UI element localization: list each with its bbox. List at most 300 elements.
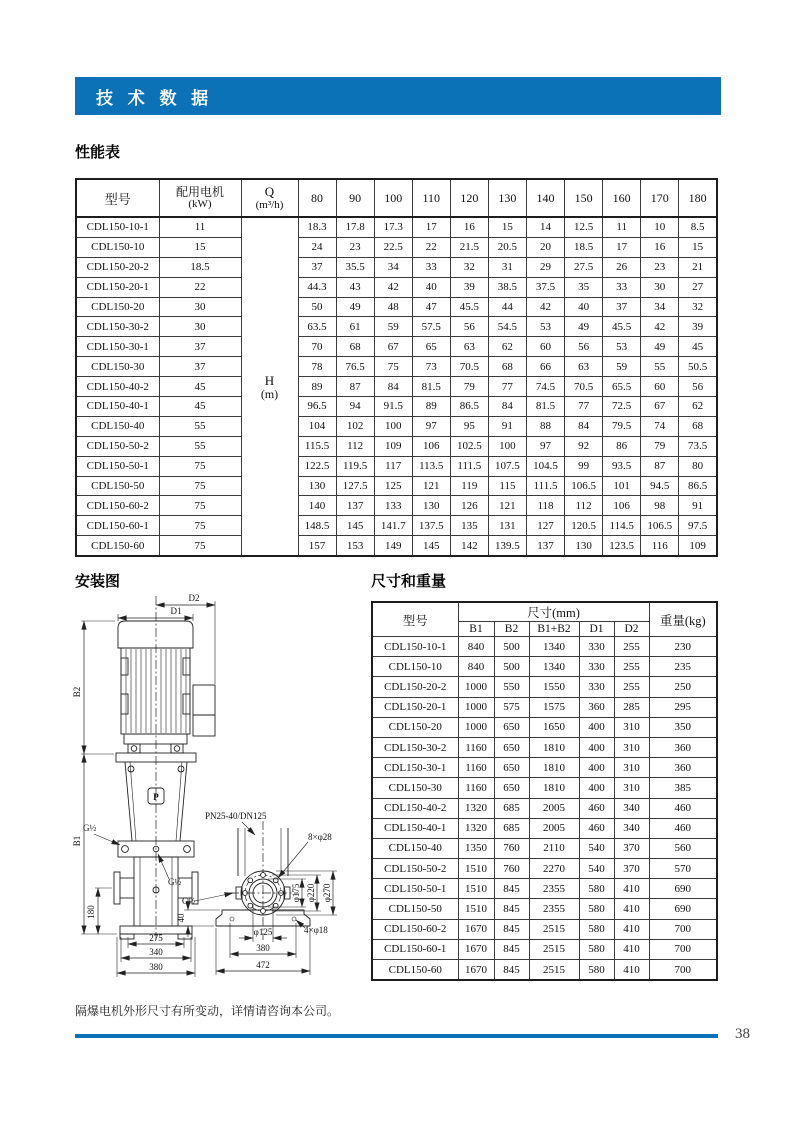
head-value-cell: 120.5: [565, 516, 603, 536]
head-value-cell: 84: [488, 397, 526, 417]
model-cell: CDL150-50-2: [76, 436, 159, 456]
b1-plus-b2-cell: 2110: [529, 838, 579, 858]
weight-cell: 460: [649, 798, 717, 818]
model-cell: CDL150-40: [372, 838, 458, 858]
dim-label-d2: D2: [188, 593, 200, 603]
performance-row: [76, 297, 717, 317]
b1-plus-b2-cell: 2515: [529, 919, 579, 939]
weight-cell: 690: [649, 879, 717, 899]
d2-cell: 310: [614, 758, 649, 778]
performance-row: [76, 377, 717, 397]
d2-cell: 310: [614, 737, 649, 757]
dimension-row: [372, 838, 717, 858]
model-cell: CDL150-20: [76, 297, 159, 317]
dim-label-380-right: 380: [256, 943, 270, 953]
model-cell: CDL150-60: [76, 536, 159, 556]
head-value-cell: 81.5: [526, 397, 564, 417]
page-number: 38: [735, 1026, 750, 1042]
head-value-cell: 78: [298, 357, 336, 377]
head-value-cell: 100: [374, 416, 412, 436]
model-cell: CDL150-50-1: [76, 456, 159, 476]
head-value-cell: 26: [603, 257, 641, 277]
head-value-cell: 21.5: [450, 237, 488, 257]
footer-rule: [75, 1034, 718, 1038]
d1-cell: 400: [579, 778, 614, 798]
performance-row: [76, 337, 717, 357]
weight-cell: 235: [649, 657, 717, 677]
head-value-cell: 93.5: [603, 456, 641, 476]
head-value-cell: 130: [298, 476, 336, 496]
head-value-cell: 57.5: [412, 317, 450, 337]
head-value-cell: 39: [450, 277, 488, 297]
head-value-cell: 119: [450, 476, 488, 496]
head-value-cell: 59: [603, 357, 641, 377]
motor-power-cell: 75: [159, 456, 241, 476]
performance-row: [76, 317, 717, 337]
weight-cell: 700: [649, 960, 717, 981]
head-value-cell: 95: [450, 416, 488, 436]
head-value-cell: 16: [641, 237, 679, 257]
head-value-cell: 70.5: [565, 377, 603, 397]
b2-cell: 575: [494, 697, 529, 717]
dim-label-180: 180: [86, 905, 96, 919]
head-value-cell: 30: [641, 277, 679, 297]
d1-cell: 400: [579, 758, 614, 778]
dimension-row: [372, 657, 717, 677]
b1-cell: 1320: [458, 798, 494, 818]
head-value-cell: 14: [526, 217, 564, 237]
weight-cell: 570: [649, 859, 717, 879]
head-value-cell: 70: [298, 337, 336, 357]
d2-cell: 410: [614, 919, 649, 939]
head-value-cell: 23: [641, 257, 679, 277]
head-value-cell: 86: [603, 436, 641, 456]
performance-row: [76, 217, 717, 237]
head-value-cell: 88: [526, 416, 564, 436]
weight-cell: 560: [649, 838, 717, 858]
b1-cell: 1320: [458, 818, 494, 838]
head-value-cell: 96.5: [298, 397, 336, 417]
dim-label-d1: D1: [170, 606, 182, 616]
head-value-cell: 125: [374, 476, 412, 496]
d1-cell: 400: [579, 717, 614, 737]
col-header-d2: D2: [614, 622, 649, 637]
performance-row: [76, 476, 717, 496]
head-value-cell: 68: [336, 337, 374, 357]
head-value-cell: 145: [412, 536, 450, 556]
head-value-cell: 33: [412, 257, 450, 277]
head-value-cell: 22: [412, 237, 450, 257]
head-value-cell: 32: [679, 297, 717, 317]
head-value-cell: 137: [526, 536, 564, 556]
performance-row: [76, 357, 717, 377]
col-header-flow-120: 120: [450, 179, 488, 217]
dimension-row: [372, 778, 717, 798]
head-value-cell: 89: [412, 397, 450, 417]
b2-cell: 845: [494, 919, 529, 939]
b2-cell: 650: [494, 737, 529, 757]
motor-power-cell: 30: [159, 317, 241, 337]
head-value-cell: 53: [603, 337, 641, 357]
head-value-cell: 135: [450, 516, 488, 536]
head-value-cell: 127: [526, 516, 564, 536]
head-value-cell: 18.5: [565, 237, 603, 257]
head-value-cell: 56: [565, 337, 603, 357]
b1-cell: 840: [458, 657, 494, 677]
head-value-cell: 20.5: [488, 237, 526, 257]
model-cell: CDL150-20-1: [372, 697, 458, 717]
head-value-cell: 101: [603, 476, 641, 496]
d1-cell: 580: [579, 960, 614, 981]
head-value-cell: 121: [412, 476, 450, 496]
head-value-cell: 15: [679, 237, 717, 257]
performance-table: [75, 178, 718, 557]
col-header-flow-80: 80: [298, 179, 336, 217]
model-cell: CDL150-50-1: [372, 879, 458, 899]
dimensions-table: [371, 601, 718, 981]
head-value-cell: 45.5: [603, 317, 641, 337]
head-value-cell: 31: [488, 257, 526, 277]
b1-plus-b2-cell: 1810: [529, 758, 579, 778]
head-value-cell: 106: [603, 496, 641, 516]
motor-power-cell: 15: [159, 237, 241, 257]
motor-power-cell: 75: [159, 476, 241, 496]
b1-cell: 1000: [458, 677, 494, 697]
head-value-cell: 60: [641, 377, 679, 397]
head-unit-symbol: H: [264, 373, 275, 389]
d2-cell: 340: [614, 798, 649, 818]
head-value-cell: 22.5: [374, 237, 412, 257]
head-value-cell: 117: [374, 456, 412, 476]
head-value-cell: 84: [565, 416, 603, 436]
head-value-cell: 48: [374, 297, 412, 317]
head-value-cell: 49: [565, 317, 603, 337]
d2-cell: 255: [614, 637, 649, 657]
b2-cell: 550: [494, 677, 529, 697]
head-value-cell: 70.5: [450, 357, 488, 377]
motor-power-cell: 75: [159, 496, 241, 516]
col-header-flow-180: 180: [679, 179, 717, 217]
col-header-motor: 配用电机 (kW): [159, 179, 241, 217]
head-value-cell: 17: [412, 217, 450, 237]
head-value-cell: 149: [374, 536, 412, 556]
head-value-cell: 91: [488, 416, 526, 436]
motor-power-cell: 45: [159, 377, 241, 397]
performance-row: [76, 237, 717, 257]
head-value-cell: 39: [679, 317, 717, 337]
head-value-cell: 63: [450, 337, 488, 357]
head-value-cell: 20: [526, 237, 564, 257]
dimension-row: [372, 939, 717, 959]
dimension-row: [372, 798, 717, 818]
col-header-weight: 重量(kg): [649, 602, 717, 637]
head-value-cell: 112: [565, 496, 603, 516]
dim-label-40: 40: [176, 913, 186, 923]
b1-plus-b2-cell: 1575: [529, 697, 579, 717]
weight-cell: 230: [649, 637, 717, 657]
head-value-cell: 68: [679, 416, 717, 436]
d1-cell: 360: [579, 697, 614, 717]
model-cell: CDL150-50: [76, 476, 159, 496]
head-value-cell: 97: [526, 436, 564, 456]
b1-cell: 1670: [458, 919, 494, 939]
head-value-cell: 67: [374, 337, 412, 357]
dimension-row: [372, 717, 717, 737]
d2-cell: 410: [614, 899, 649, 919]
head-value-cell: 63: [565, 357, 603, 377]
weight-cell: 700: [649, 919, 717, 939]
model-cell: CDL150-40-2: [76, 377, 159, 397]
head-value-cell: 45: [679, 337, 717, 357]
motor-power-cell: 30: [159, 297, 241, 317]
head-value-cell: 47: [412, 297, 450, 317]
head-value-cell: 131: [488, 516, 526, 536]
dimension-row: [372, 899, 717, 919]
head-value-cell: 140: [298, 496, 336, 516]
head-value-cell: 62: [488, 337, 526, 357]
performance-row: [76, 436, 717, 456]
head-value-cell: 109: [679, 536, 717, 556]
b1-cell: 1670: [458, 939, 494, 959]
d1-cell: 580: [579, 939, 614, 959]
b1-cell: 1670: [458, 960, 494, 981]
head-value-cell: 94.5: [641, 476, 679, 496]
col-header-flow-150: 150: [565, 179, 603, 217]
d1-cell: 540: [579, 838, 614, 858]
head-value-cell: 77: [488, 377, 526, 397]
b1-plus-b2-cell: 2515: [529, 939, 579, 959]
b2-cell: 685: [494, 818, 529, 838]
head-value-cell: 126: [450, 496, 488, 516]
head-value-cell: 79.5: [603, 416, 641, 436]
head-value-cell: 94: [336, 397, 374, 417]
head-value-cell: 97.5: [679, 516, 717, 536]
weight-cell: 385: [649, 778, 717, 798]
head-value-cell: 43: [336, 277, 374, 297]
head-value-cell: 89: [298, 377, 336, 397]
head-value-cell: 37.5: [526, 277, 564, 297]
b1-plus-b2-cell: 2270: [529, 859, 579, 879]
b1-plus-b2-cell: 2515: [529, 960, 579, 981]
head-value-cell: 130: [565, 536, 603, 556]
dim-label-275: 275: [149, 933, 163, 943]
performance-row: [76, 496, 717, 516]
model-cell: CDL150-30-1: [76, 337, 159, 357]
head-value-cell: 118: [526, 496, 564, 516]
head-value-cell: 127.5: [336, 476, 374, 496]
head-value-cell: 38.5: [488, 277, 526, 297]
performance-row: [76, 456, 717, 476]
head-value-cell: 114.5: [603, 516, 641, 536]
head-value-cell: 33: [603, 277, 641, 297]
col-header-b1b2: B1+B2: [529, 622, 579, 637]
performance-row: [76, 397, 717, 417]
head-value-cell: 24: [298, 237, 336, 257]
weight-cell: 250: [649, 677, 717, 697]
motor-power-cell: 55: [159, 436, 241, 456]
dimension-row: [372, 960, 717, 981]
head-unit-cell: [241, 217, 298, 556]
head-value-cell: 122.5: [298, 456, 336, 476]
d1-cell: 540: [579, 859, 614, 879]
model-cell: CDL150-40-1: [372, 818, 458, 838]
d1-cell: 330: [579, 657, 614, 677]
head-value-cell: 40: [565, 297, 603, 317]
dim-label-380-left: 380: [149, 962, 163, 972]
model-cell: CDL150-60-2: [76, 496, 159, 516]
dimension-row: [372, 758, 717, 778]
model-cell: CDL150-10-1: [372, 637, 458, 657]
d2-cell: 310: [614, 778, 649, 798]
dim-label-phi220: φ220: [306, 883, 316, 903]
plug-label-g-half-1: G½: [83, 823, 97, 833]
model-cell: CDL150-10: [372, 657, 458, 677]
head-value-cell: 102.5: [450, 436, 488, 456]
head-value-cell: 17.3: [374, 217, 412, 237]
head-value-cell: 40: [412, 277, 450, 297]
head-value-cell: 112: [336, 436, 374, 456]
col-header-flow: Q (m³/h): [241, 179, 298, 217]
head-value-cell: 44: [488, 297, 526, 317]
head-value-cell: 98: [641, 496, 679, 516]
head-value-cell: 27.5: [565, 257, 603, 277]
head-value-cell: 75: [374, 357, 412, 377]
d2-cell: 410: [614, 879, 649, 899]
b1-plus-b2-cell: 2355: [529, 879, 579, 899]
head-value-cell: 61: [336, 317, 374, 337]
head-value-cell: 45.5: [450, 297, 488, 317]
motor-power-cell: 11: [159, 217, 241, 237]
model-cell: CDL150-30: [372, 778, 458, 798]
b1-plus-b2-cell: 2005: [529, 818, 579, 838]
section-header-bar: [75, 77, 721, 115]
head-value-cell: 72.5: [603, 397, 641, 417]
dim-label-phi125: φ125: [253, 927, 273, 937]
head-value-cell: 91.5: [374, 397, 412, 417]
head-value-cell: 137.5: [412, 516, 450, 536]
d1-cell: 460: [579, 798, 614, 818]
dimension-row: [372, 879, 717, 899]
head-value-cell: 11: [603, 217, 641, 237]
model-cell: CDL150-40-2: [372, 798, 458, 818]
head-value-cell: 63.5: [298, 317, 336, 337]
col-header-flow-90: 90: [336, 179, 374, 217]
head-value-cell: 106.5: [565, 476, 603, 496]
d1-cell: 330: [579, 637, 614, 657]
b1-plus-b2-cell: 1550: [529, 677, 579, 697]
head-value-cell: 87: [336, 377, 374, 397]
weight-cell: 295: [649, 697, 717, 717]
head-value-cell: 157: [298, 536, 336, 556]
head-value-cell: 44.3: [298, 277, 336, 297]
b1-cell: 1160: [458, 758, 494, 778]
head-value-cell: 67: [641, 397, 679, 417]
head-value-cell: 32: [450, 257, 488, 277]
dimension-row: [372, 859, 717, 879]
dim-label-340: 340: [149, 947, 163, 957]
model-cell: CDL150-40-1: [76, 397, 159, 417]
head-value-cell: 68: [488, 357, 526, 377]
dimensions-heading: 尺寸和重量: [371, 573, 447, 590]
dimension-row: [372, 737, 717, 757]
head-value-cell: 60: [526, 337, 564, 357]
performance-row: [76, 536, 717, 556]
head-value-cell: 49: [336, 297, 374, 317]
page-title: 技 术 数 据: [96, 88, 214, 108]
model-cell: CDL150-20-2: [76, 257, 159, 277]
head-value-cell: 54.5: [488, 317, 526, 337]
performance-row: [76, 277, 717, 297]
head-value-cell: 42: [374, 277, 412, 297]
motor-power-cell: 22: [159, 277, 241, 297]
performance-row: [76, 516, 717, 536]
d2-cell: 255: [614, 677, 649, 697]
head-value-cell: 50: [298, 297, 336, 317]
head-value-cell: 15: [488, 217, 526, 237]
pump-elevation-view: [72, 593, 215, 977]
head-value-cell: 116: [641, 536, 679, 556]
b1-cell: 1510: [458, 859, 494, 879]
head-value-cell: 109: [374, 436, 412, 456]
b2-cell: 760: [494, 838, 529, 858]
head-value-cell: 65.5: [603, 377, 641, 397]
d1-cell: 580: [579, 899, 614, 919]
b1-cell: 1510: [458, 899, 494, 919]
head-value-cell: 84: [374, 377, 412, 397]
model-cell: CDL150-60: [372, 960, 458, 981]
head-value-cell: 56: [450, 317, 488, 337]
model-cell: CDL150-50-2: [372, 859, 458, 879]
d2-cell: 255: [614, 657, 649, 677]
weight-cell: 690: [649, 899, 717, 919]
head-value-cell: 121: [488, 496, 526, 516]
performance-header-row: [76, 179, 717, 217]
head-value-cell: 37: [298, 257, 336, 277]
d2-cell: 410: [614, 939, 649, 959]
dim-label-472: 472: [256, 960, 270, 970]
terminal-box: [193, 685, 215, 736]
head-value-cell: 115: [488, 476, 526, 496]
head-value-cell: 99: [565, 456, 603, 476]
b1-plus-b2-cell: 1340: [529, 637, 579, 657]
bolt-holes-label: 8×φ28: [308, 832, 332, 842]
weight-cell: 360: [649, 758, 717, 778]
dimension-row: [372, 637, 717, 657]
head-value-cell: 81.5: [412, 377, 450, 397]
b2-cell: 650: [494, 758, 529, 778]
col-header-b2: B2: [494, 622, 529, 637]
model-cell: CDL150-10-1: [76, 217, 159, 237]
model-cell: CDL150-20: [372, 717, 458, 737]
head-value-cell: 86.5: [450, 397, 488, 417]
head-value-cell: 91: [679, 496, 717, 516]
model-cell: CDL150-40: [76, 416, 159, 436]
b1-cell: 1000: [458, 697, 494, 717]
b2-cell: 760: [494, 859, 529, 879]
col-header-flow-170: 170: [641, 179, 679, 217]
motor-power-cell: 75: [159, 516, 241, 536]
b2-cell: 650: [494, 778, 529, 798]
head-value-cell: 123.5: [603, 536, 641, 556]
weight-cell: 350: [649, 717, 717, 737]
head-value-cell: 142: [450, 536, 488, 556]
head-value-cell: 21: [679, 257, 717, 277]
dimension-row: [372, 919, 717, 939]
head-value-cell: 76.5: [336, 357, 374, 377]
performance-row: [76, 257, 717, 277]
dim-label-phi175: φ175: [291, 883, 301, 903]
col-header-d1: D1: [579, 622, 614, 637]
